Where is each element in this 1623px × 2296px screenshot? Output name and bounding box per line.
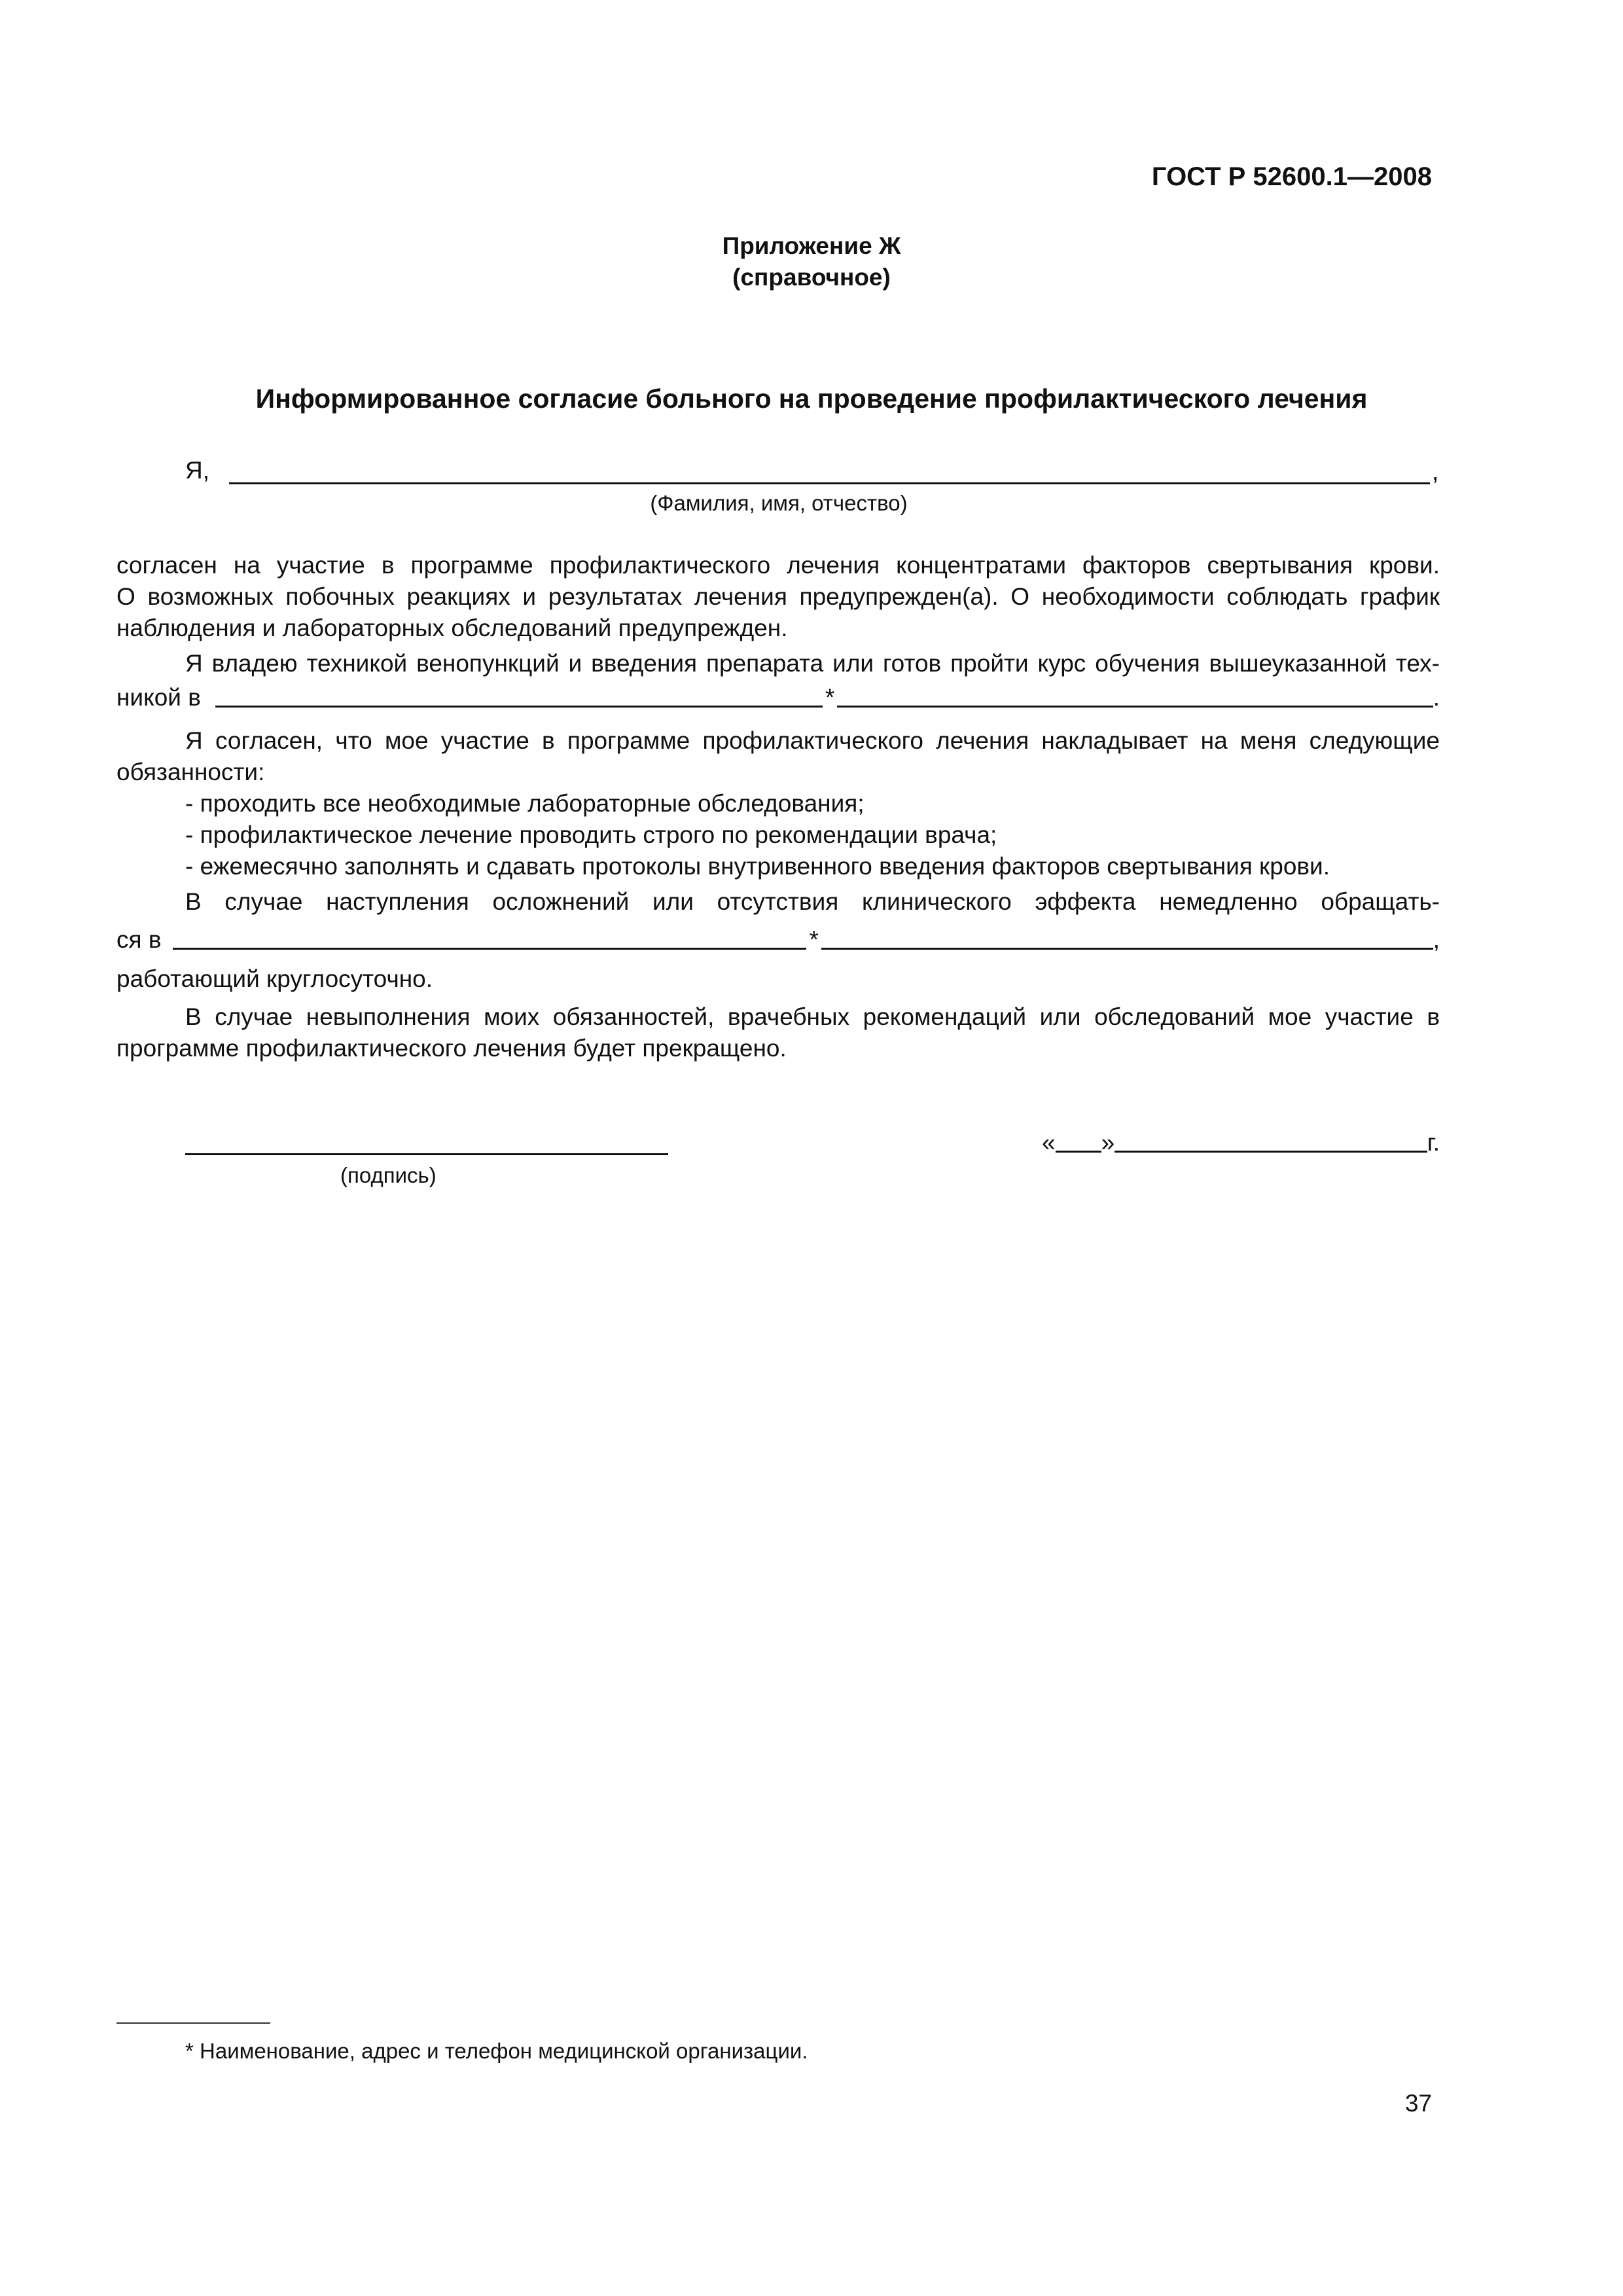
emergency-place-field-2[interactable]	[821, 948, 1433, 950]
footnote-text: * Наименование, адрес и телефон медицинской организации.	[185, 2039, 808, 2063]
para1-line1: согласен на участие в программе профилактического лечения концентратами факторов свертывания крови.	[116, 552, 1440, 579]
name-field-line[interactable]	[229, 482, 1430, 484]
name-prefix: Я,	[185, 457, 209, 484]
para4-line1: В случае наступления осложнений или отсутствия клинического эффекта немедленно обращать-	[185, 888, 1440, 915]
annex-title: Приложение Ж	[722, 232, 901, 259]
para4-line2	[116, 924, 1440, 956]
signature-line[interactable]	[185, 1153, 668, 1155]
date-day-field[interactable]	[1056, 1151, 1101, 1153]
para4-line3: работающий круглосуточно.	[116, 965, 433, 992]
para5-line2: программе профилактического лечения будет прекращено.	[116, 1035, 787, 1062]
duty-item: - профилактическое лечение проводить строго по рекомендации врача;	[185, 821, 997, 848]
annex-subtitle: (справочное)	[732, 264, 891, 291]
para2-suffix: .	[1433, 684, 1440, 711]
emergency-place-field[interactable]	[173, 948, 806, 950]
training-place-field-2[interactable]	[837, 706, 1433, 708]
footnote-mark: *	[825, 684, 835, 711]
para3-line2: обязанности:	[116, 759, 265, 785]
date-close-quote: »	[1101, 1129, 1115, 1156]
para4-suffix: ,	[1433, 926, 1440, 953]
para2-line2	[116, 682, 1440, 713]
para5-line1: В случае невыполнения моих обязанностей, врачебных рекомендаций или обследований мое участие в	[185, 1003, 1440, 1030]
name-caption: (Фамилия, имя, отчество)	[650, 491, 908, 515]
training-place-field[interactable]	[215, 706, 823, 708]
date-open-quote: «	[1042, 1129, 1056, 1156]
duty-item: - ежемесячно заполнять и сдавать протоколы внутривенного введения факторов свертывания крови.	[185, 853, 1330, 880]
date-row	[1042, 1127, 1440, 1158]
para2-line1: Я владею техникой венопункций и введения препарата или готов пройти курс обучения вышеуказанной тех-	[185, 650, 1440, 677]
date-year-suffix: г.	[1427, 1129, 1440, 1156]
signature-caption: (подпись)	[340, 1163, 437, 1187]
para4-prefix: ся в	[116, 926, 162, 953]
date-month-field[interactable]	[1115, 1151, 1427, 1153]
document-code: ГОСТ Р 52600.1—2008	[1151, 162, 1432, 191]
footnote-divider	[116, 2022, 270, 2024]
name-suffix: ,	[1432, 458, 1439, 485]
para3-line1: Я согласен, что мое участие в программе профилактического лечения накладывает на меня следующие	[185, 727, 1440, 754]
para1-line2: О возможных побочных реакциях и результатах лечения предупрежден(а). О необходимости соблюдать график	[116, 583, 1440, 610]
duty-item: - проходить все необходимые лабораторные обследования;	[185, 790, 865, 817]
footnote-mark: *	[809, 926, 819, 953]
page-number: 37	[1404, 2090, 1432, 2117]
form-title: Информированное согласие больного на проведение профилактического лечения	[255, 384, 1368, 414]
para2-prefix: никой в	[116, 684, 201, 711]
para1-line3: наблюдения и лабораторных обследований предупрежден.	[116, 615, 788, 641]
